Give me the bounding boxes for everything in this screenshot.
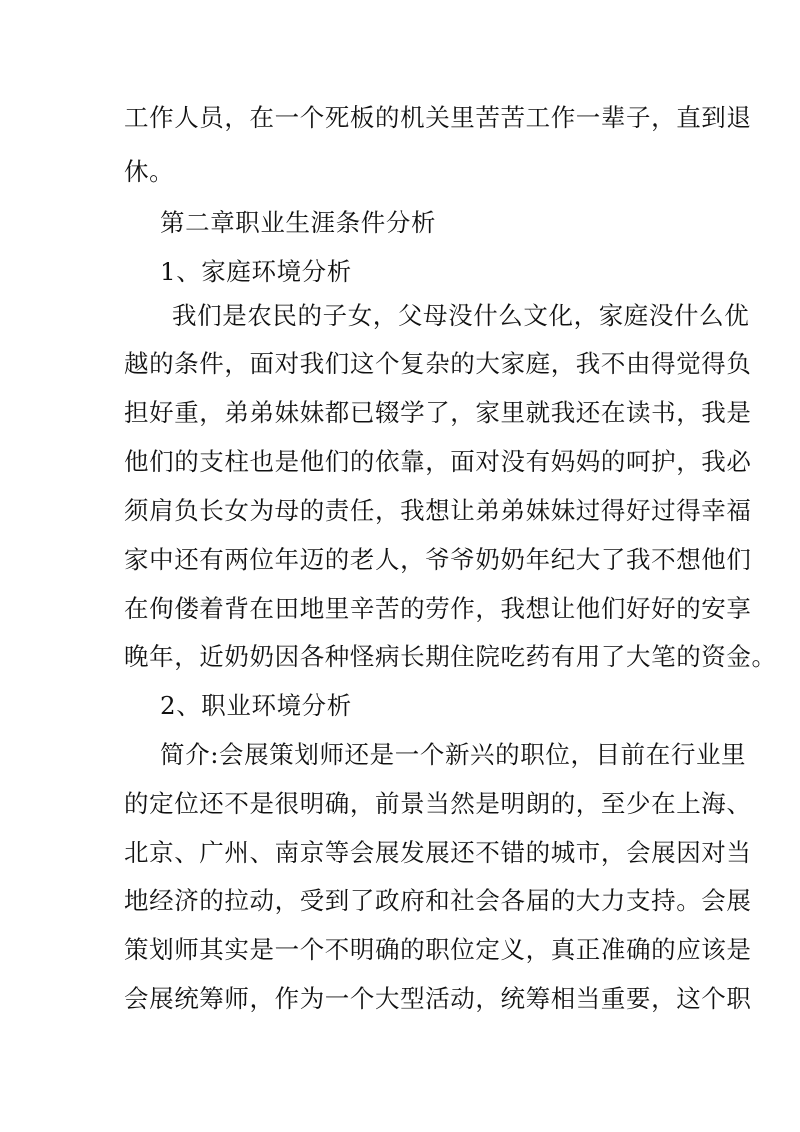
text-line: 会展统筹师，作为一个大型活动，统筹相当重要，这个职 bbox=[124, 984, 752, 1013]
subsection-heading: 1、家庭环境分析 bbox=[160, 257, 352, 286]
text-line: 担好重，弟弟妹妹都已辍学了，家里就我还在读书，我是 bbox=[124, 398, 752, 427]
text-line: 越的条件，面对我们这个复杂的大家庭，我不由得觉得负 bbox=[124, 349, 752, 378]
text-line: 工作人员，在一个死板的机关里苦苦工作一辈子，直到退 bbox=[124, 103, 752, 132]
text-line: 的定位还不是很明确，前景当然是明朗的，至少在上海、 bbox=[124, 789, 752, 818]
text-line: 我们是农民的子女，父母没什么文化，家庭没什么优 bbox=[172, 301, 750, 330]
text-line: 简介:会展策划师还是一个新兴的职位，目前在行业里 bbox=[160, 740, 747, 769]
text-line: 北京、广州、南京等会展发展还不错的城市，会展因对当 bbox=[124, 838, 752, 867]
subsection-heading: 2、职业环境分析 bbox=[160, 691, 352, 720]
text-line: 须肩负长女为母的责任，我想让弟弟妹妹过得好过得幸福 bbox=[124, 496, 752, 525]
text-line: 休。 bbox=[124, 157, 175, 186]
text-line: 策划师其实是一个不明确的职位定义，真正准确的应该是 bbox=[124, 935, 752, 964]
text-line: 家中还有两位年迈的老人，爷爷奶奶年纪大了我不想他们 bbox=[124, 545, 752, 574]
section-heading: 第二章职业生涯条件分析 bbox=[160, 208, 437, 237]
text-line: 在佝偻着背在田地里辛苦的劳作，我想让他们好好的安享 bbox=[124, 594, 752, 623]
text-line: 他们的支柱也是他们的依靠，面对没有妈妈的呵护，我必 bbox=[124, 447, 752, 476]
text-line: 晚年，近奶奶因各种怪病长期住院吃药有用了大笔的资金。 bbox=[124, 642, 777, 671]
text-line: 地经济的拉动，受到了政府和社会各届的大力支持。会展 bbox=[124, 886, 752, 915]
